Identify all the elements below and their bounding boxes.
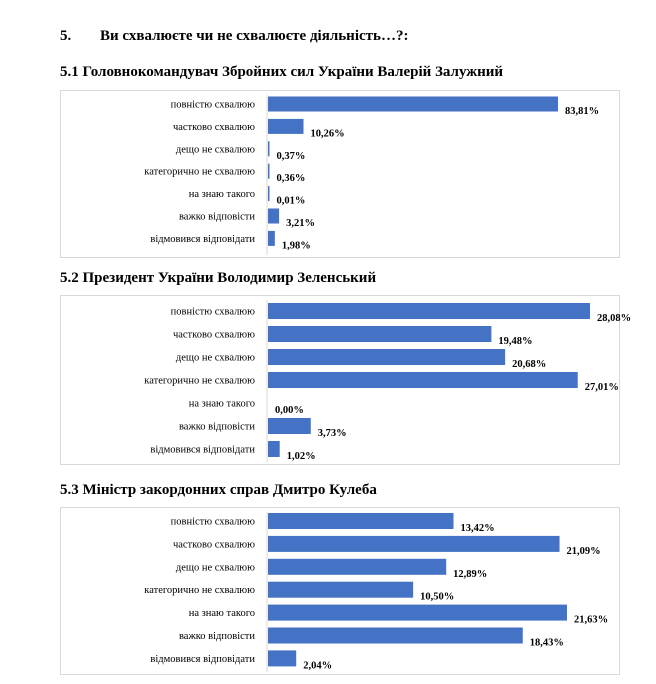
kuleba-bar xyxy=(268,559,446,575)
zaluzhnyi-value-label: 10,26% xyxy=(310,128,345,140)
zaluzhnyi-value-label: 0,01% xyxy=(276,195,306,207)
zaluzhnyi-bar xyxy=(268,119,304,134)
zelensky-category-label: на знаю такого xyxy=(188,398,255,410)
zaluzhnyi-category-label: на знаю такого xyxy=(188,189,255,201)
chart-title-zaluzhnyi: 5.1 Головнокомандувач Збройних сил України Валерій Залужний xyxy=(60,64,504,80)
zelensky-value-label: 0,00% xyxy=(275,405,304,416)
zelensky-category-label: повністю схвалюю xyxy=(170,306,255,318)
chart-title-zelensky: 5.2 Президент України Володимир Зеленський xyxy=(60,270,377,286)
zelensky-bar xyxy=(268,326,491,342)
kuleba-value-label: 10,50% xyxy=(420,591,455,603)
zaluzhnyi-bar xyxy=(268,186,270,201)
zelensky-bar xyxy=(268,303,590,319)
zelensky-value-label: 19,48% xyxy=(498,336,533,347)
zaluzhnyi-value-label: 0,37% xyxy=(276,150,306,162)
zaluzhnyi-bar xyxy=(268,164,270,179)
zelensky-category-label: категорично не схвалюю xyxy=(144,375,255,387)
zelensky-bar xyxy=(268,418,311,434)
kuleba-category-label: дещо не схвалюю xyxy=(175,562,255,574)
kuleba-bar xyxy=(268,628,523,644)
kuleba-category-label: важко відповісти xyxy=(178,631,255,642)
kuleba-value-label: 13,42% xyxy=(460,523,495,534)
zaluzhnyi-bar xyxy=(268,231,275,246)
kuleba-value-label: 2,04% xyxy=(303,660,333,672)
zelensky-bar xyxy=(268,349,505,365)
zelensky-bar xyxy=(268,441,280,457)
chart-zaluzhnyi xyxy=(60,90,620,258)
question-number: 5. xyxy=(60,28,72,44)
zelensky-bar xyxy=(268,372,578,388)
zaluzhnyi-bar xyxy=(268,141,270,156)
zelensky-value-label: 20,68% xyxy=(512,359,547,370)
kuleba-category-label: частково схвалюю xyxy=(172,539,255,551)
zelensky-category-label: важко відповісти xyxy=(178,421,255,433)
zaluzhnyi-value-label: 3,21% xyxy=(286,218,315,229)
kuleba-bar xyxy=(268,650,296,666)
kuleba-bar xyxy=(268,605,567,621)
zelensky-value-label: 27,01% xyxy=(584,382,619,393)
zaluzhnyi-value-label: 83,81% xyxy=(565,106,600,117)
zaluzhnyi-bar xyxy=(268,209,279,224)
kuleba-bar xyxy=(268,536,560,552)
chart-kuleba-svg xyxy=(61,508,621,676)
zelensky-value-label: 1,02% xyxy=(286,451,316,462)
chart-zelensky xyxy=(60,295,632,465)
kuleba-bar xyxy=(268,513,454,529)
chart-zelensky-svg xyxy=(61,296,632,466)
kuleba-category-label: відмовився відповідати xyxy=(150,653,255,665)
zaluzhnyi-category-label: дещо не схвалюю xyxy=(175,144,255,156)
zelensky-value-label: 3,73% xyxy=(317,428,347,439)
zaluzhnyi-category-label: частково схвалюю xyxy=(172,121,255,133)
kuleba-category-label: на знаю такого xyxy=(188,608,255,620)
chart-zaluzhnyi-svg xyxy=(61,91,621,259)
kuleba-value-label: 21,09% xyxy=(566,545,601,557)
zaluzhnyi-value-label: 1,98% xyxy=(281,240,311,252)
zaluzhnyi-category-label: відмовився відповідати xyxy=(150,233,255,245)
kuleba-category-label: повністю схвалюю xyxy=(170,516,255,528)
kuleba-category-label: категорично не схвалюю xyxy=(144,585,255,597)
question-text: Ви схвалюєте чи не схвалюєте діяльність…?: xyxy=(100,28,409,44)
kuleba-value-label: 12,89% xyxy=(453,568,488,580)
zelensky-category-label: дещо не схвалюю xyxy=(175,352,255,364)
zaluzhnyi-bar xyxy=(268,97,558,112)
kuleba-bar xyxy=(268,582,413,598)
kuleba-value-label: 18,43% xyxy=(529,637,564,649)
zaluzhnyi-category-label: повністю схвалюю xyxy=(170,99,255,111)
zelensky-category-label: відмовився відповідати xyxy=(150,444,255,456)
chart-kuleba xyxy=(60,507,620,675)
zaluzhnyi-category-label: категорично не схвалюю xyxy=(144,166,255,178)
kuleba-value-label: 21,63% xyxy=(574,614,609,626)
question-heading xyxy=(60,28,408,45)
zelensky-value-label: 28,08% xyxy=(597,313,632,324)
zelensky-category-label: частково схвалюю xyxy=(172,329,255,341)
zaluzhnyi-category-label: важко відповісти xyxy=(178,211,255,223)
chart-title-kuleba: 5.3 Міністр закордонних справ Дмитро Кулеба xyxy=(60,482,377,498)
zaluzhnyi-value-label: 0,36% xyxy=(276,173,306,185)
